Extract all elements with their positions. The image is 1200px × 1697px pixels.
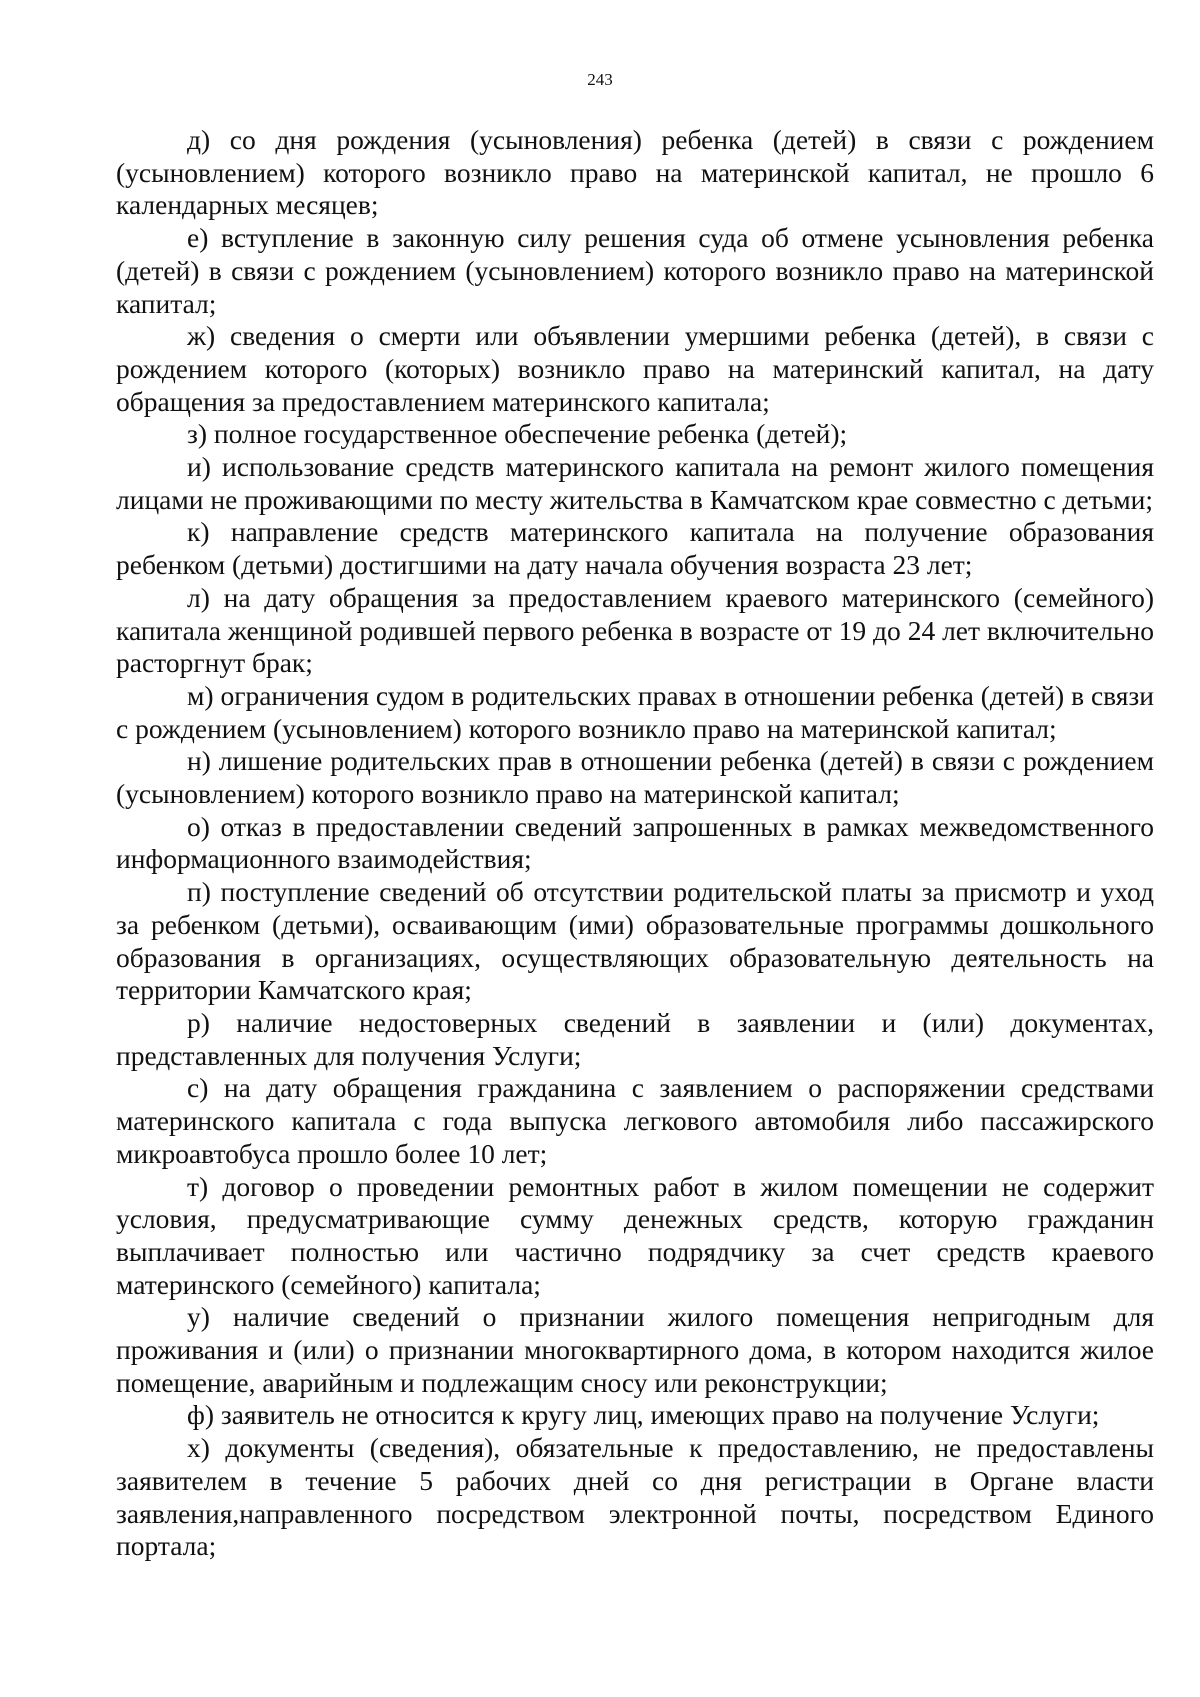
list-item-u: у) наличие сведений о признании жилого помещения непригодным для проживания и (или) о признании многоквартирного дома, в котором находится жилое помещение, аварийным и подлежащим сносу или реконструкции; — [116, 1301, 1154, 1398]
list-item-n: н) лишение родительских прав в отношении ребенка (детей) в связи с рождением (усыновлением) которого возникло право на материнской капитал; — [116, 745, 1154, 810]
list-item-kh: х) документы (сведения), обязательные к предоставлению, не предоставлены заявителем в течение 5 рабочих дней со дня регистрации в Органе власти заявления,направленного посредством электронной почты, посредством Единого портала; — [116, 1432, 1154, 1562]
list-item-i: и) использование средств материнского капитала на ремонт жилого помещения лицами не проживающими по месту жительства в Камчатском крае совместно с детьми; — [116, 451, 1154, 515]
list-item-m: м) ограничения судом в родительских правах в отношении ребенка (детей) в связи с рождением (усыновлением) которого возникло право на материнской капитал; — [116, 679, 1154, 744]
list-item-z: з) полное государственное обеспечение ребенка (детей); — [187, 418, 848, 450]
list-item-e: е) вступление в законную силу решения суда об отмене усыновления ребенка (детей) в связи с рождением (усыновлением) которого возникло право на материнской капитал; — [116, 222, 1154, 319]
list-item-k: к) направление средств материнского капитала на получение образования ребенком (детьми) достигшими на дату начала обучения возраста 23 лет; — [116, 516, 1154, 581]
list-item-t: т) договор о проведении ремонтных работ в жилом помещении не содержит условия, предусматривающие сумму денежных средств, которую гражданин выплачивает полностью или частично подрядчику за счет средств краевого материнского (семейного) капитала; — [116, 1170, 1154, 1300]
list-item-l: л) на дату обращения за предоставлением краевого материнского (семейного) капитала женщиной родившей первого ребенка в возрасте от 19 до 24 лет включительно расторгнут брак; — [116, 581, 1154, 679]
list-item-r: р) наличие недостоверных сведений в заявлении и (или) документах, представленных для получения Услуги; — [116, 1006, 1154, 1071]
list-item-d: д) со дня рождения (усыновления) ребенка (детей) в связи с рождением (усыновлением) которого возникло право на материнской капитал, не прошло 6 календарных месяцев; — [116, 124, 1154, 221]
list-item-s: с) на дату обращения гражданина с заявлением о распоряжении средствами материнского капитала с года выпуска легкового автомобиля либо пассажирского микроавтобуса прошло более 10 лет; — [116, 1072, 1154, 1169]
list-item-zh: ж) сведения о смерти или объявлении умершими ребенка (детей), в связи с рождением которого (которых) возникло право на материнский капитал, на дату обращения за предоставлением материнского капитала; — [116, 320, 1154, 417]
list-item-f: ф) заявитель не относится к кругу лиц, имеющих право на получение Услуги; — [187, 1399, 1100, 1431]
list-item-o: о) отказ в предоставлении сведений запрошенных в рамках межведомственного информационного взаимодействия; — [116, 810, 1154, 875]
document-body — [116, 124, 1154, 1563]
page-number: 243 — [587, 70, 613, 89]
list-item-p: п) поступление сведений об отсутствии родительской платы за присмотр и уход за ребенком (детьми), осваивающим (ими) образовательные программы дошкольного образования в организациях, осуществляющих образовательную деятельность на территории Камчатского края; — [116, 876, 1154, 1006]
